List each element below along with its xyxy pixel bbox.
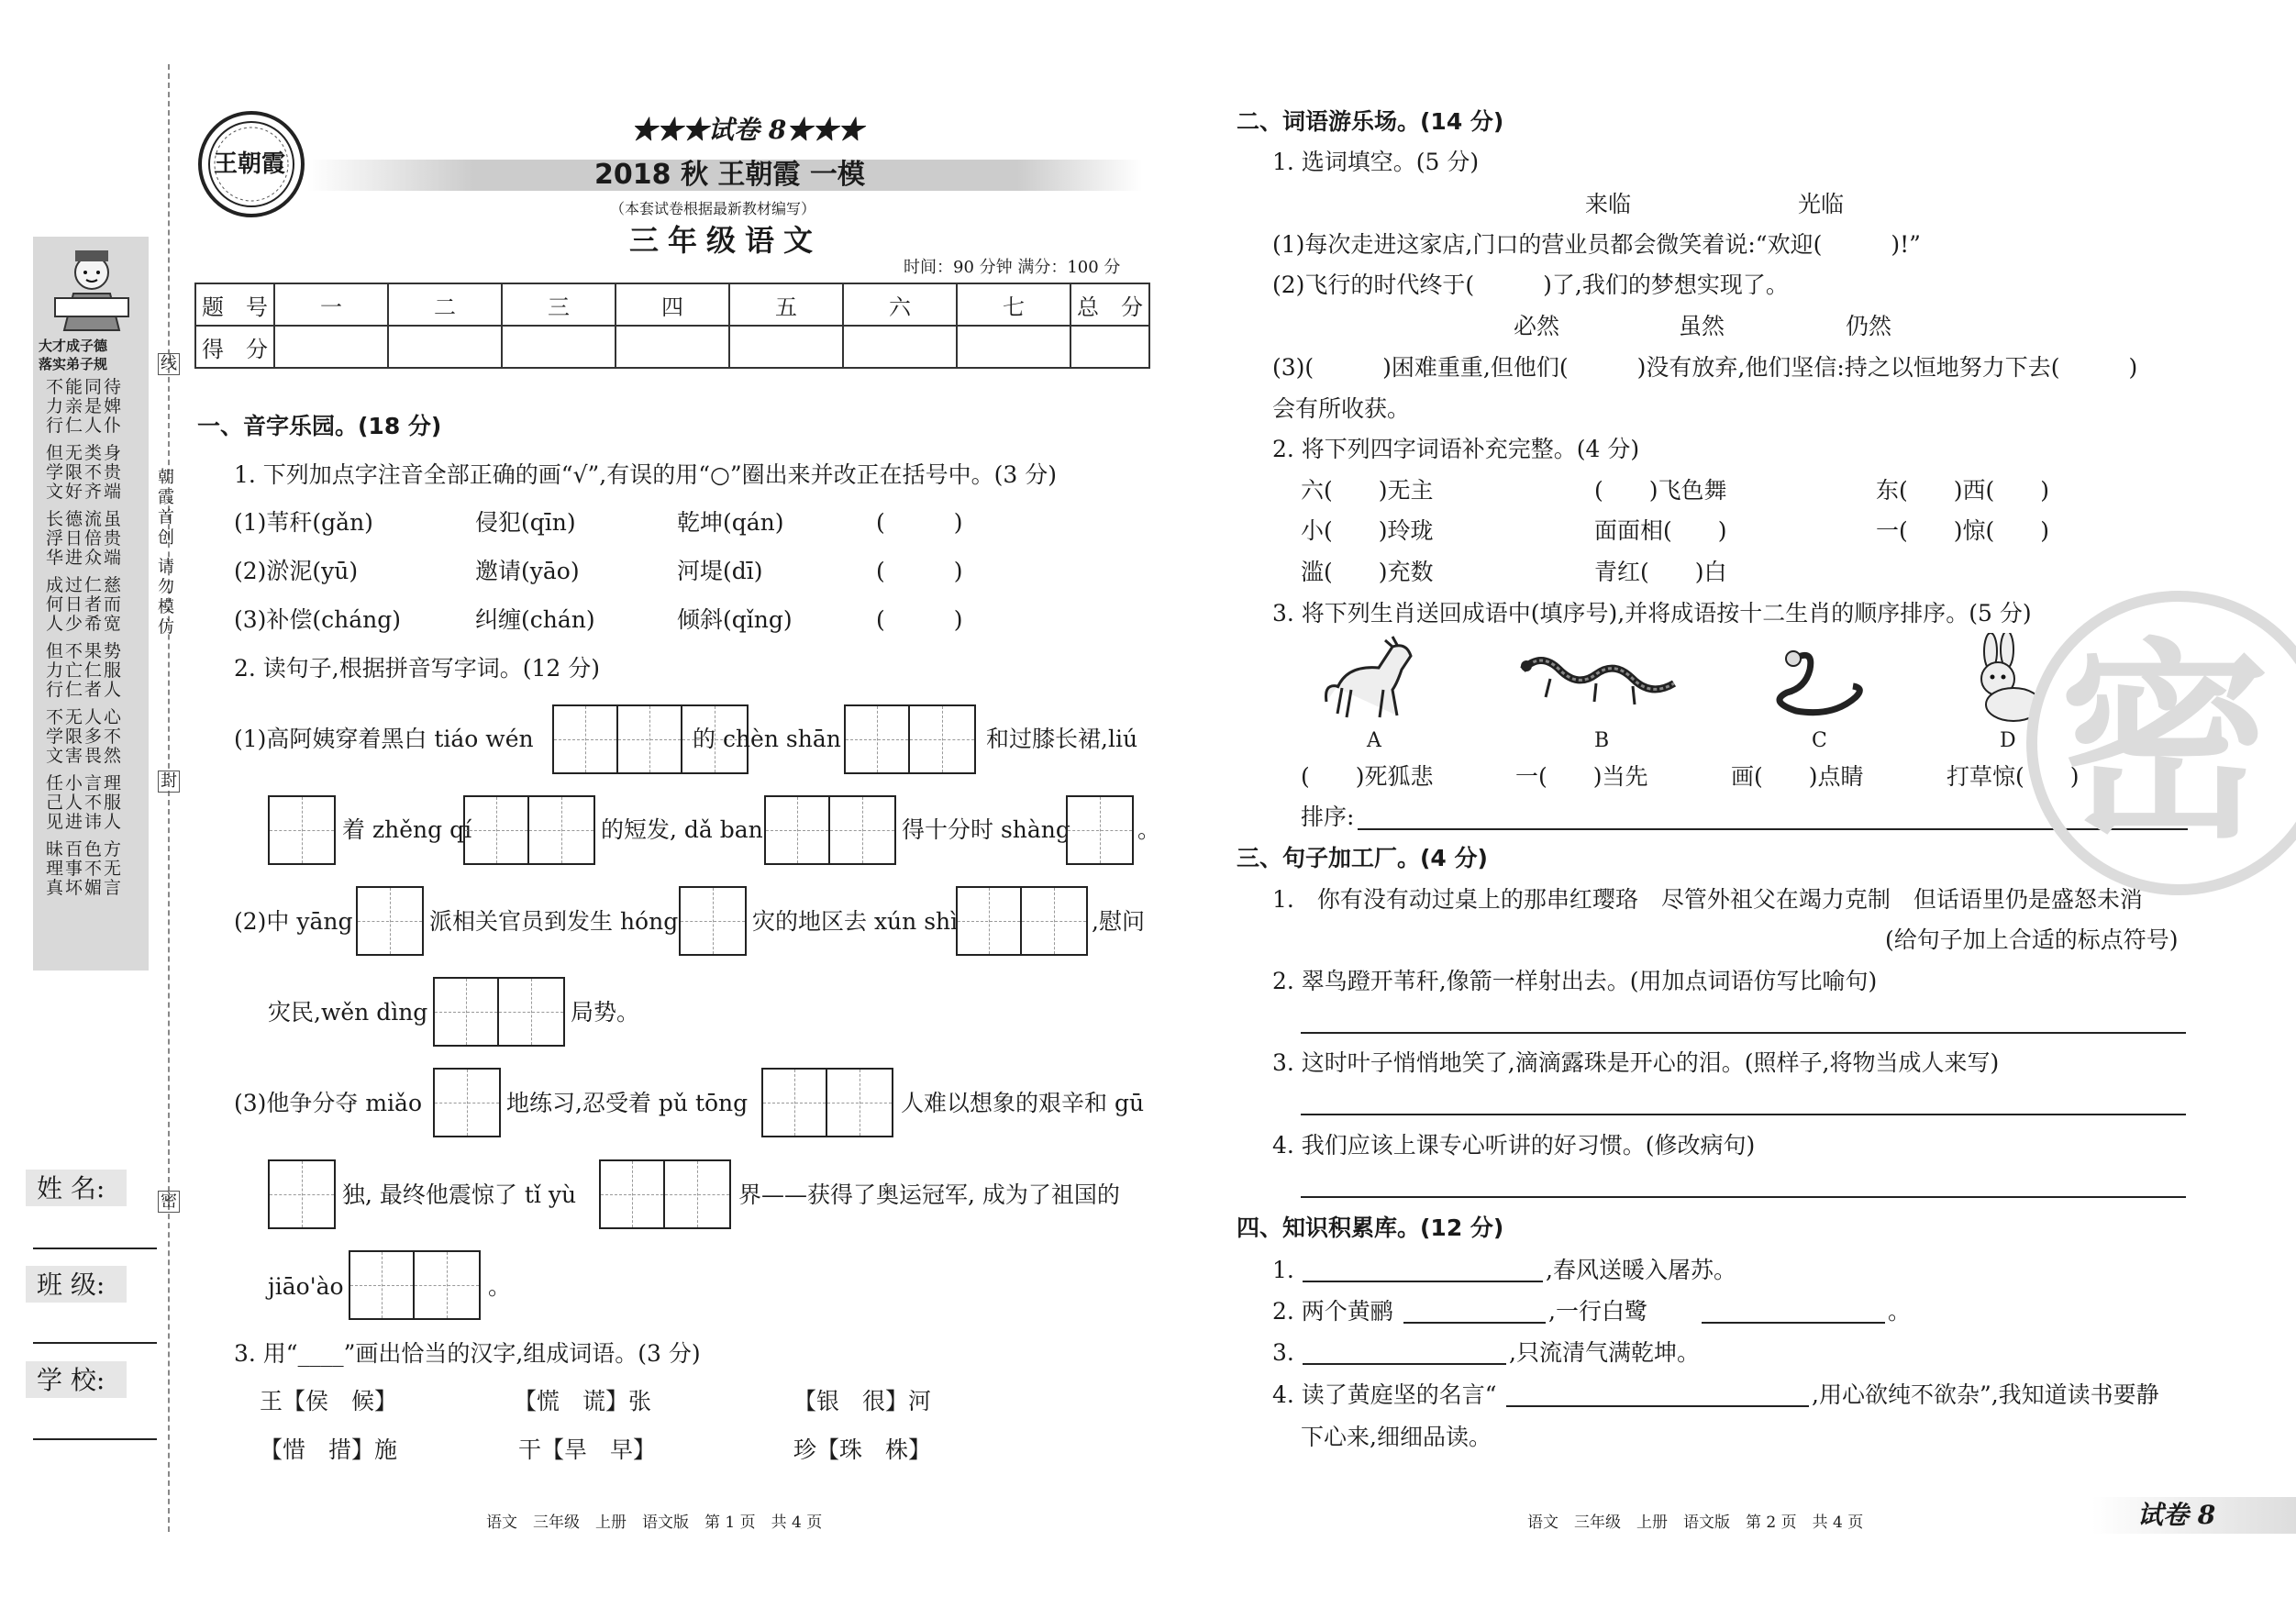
sidebar-poem <box>46 378 138 906</box>
s2-q2-item[interactable]: 青红( )白 <box>1594 559 1727 585</box>
stamp-text: 密 <box>2059 619 2271 867</box>
s1-q2-text: 局势。 <box>571 999 640 1026</box>
s3-q3: 3. 这时叶子悄悄地笑了,滴滴露珠是开心的泪。(照样子,将物当成人来写) <box>1272 1049 2000 1076</box>
s1-q2-text: 灾民,wěn dìng <box>268 999 428 1026</box>
s4-q1-blank[interactable] <box>1303 1281 1543 1282</box>
s1-q3-r2-c1[interactable]: 【惜 措】施 <box>260 1436 398 1463</box>
s1-q1-r2-answer[interactable]: ( ) <box>876 558 963 584</box>
footer-left: 语文 三年级 上册 语文版 第 1 页 共 4 页 <box>486 1514 823 1532</box>
s4-q2c: 。 <box>1888 1298 1912 1325</box>
s2-q2-item[interactable]: 滥( )充数 <box>1301 559 1434 585</box>
mascot-caption-1: 大才成子德 <box>39 338 108 354</box>
s1-q2-text: (1)高阿姨穿着黑白 tiáo wén <box>234 726 534 752</box>
class-label: 班 级: <box>37 1270 105 1300</box>
s2-q2-item[interactable]: 面面相( ) <box>1594 517 1727 544</box>
logo-text: 王朝霞 <box>214 150 286 178</box>
name-field[interactable] <box>33 1248 157 1249</box>
writing-grid[interactable] <box>433 977 565 1047</box>
subject-title: 三年级语文 <box>629 223 823 258</box>
score-cell[interactable] <box>957 326 1070 368</box>
s1-q2-text: 派相关官员到发生 hóng <box>429 908 679 935</box>
s1-q2-text: 独, 最终他震惊了 tǐ yù <box>342 1181 577 1208</box>
s3-q3-answer-line[interactable] <box>1301 1114 2186 1115</box>
s2-s1[interactable]: (1)每次走进这家店,门口的营业员都会微笑着说:“欢迎( )!” <box>1272 231 1921 258</box>
s1-q2-text: 得十分时 shàng <box>902 816 1070 843</box>
s3-q1-note: (给句子加上合适的标点符号) <box>1885 926 2179 953</box>
score-header-cell: 总 分 <box>1070 283 1149 326</box>
s1-q2-text: 着 zhěng qí <box>342 816 472 843</box>
poem-line: 但不果势力亡仁服行仁者人 <box>46 641 124 700</box>
s1-q2-text: 和过膝长裙,liú <box>986 726 1138 752</box>
s4-q1a: 1. <box>1272 1257 1294 1283</box>
s4-q4b: ,用心欲纯不欲杂”,我知道读书要静 <box>1812 1381 2159 1408</box>
writing-grid[interactable] <box>1066 795 1134 865</box>
s1-q1-r1-c3: 乾坤(qán) <box>677 509 784 536</box>
secret-stamp <box>2023 587 2296 899</box>
writing-grid[interactable] <box>679 886 747 956</box>
footer-right: 语文 三年级 上册 语文版 第 2 页 共 4 页 <box>1527 1514 1864 1532</box>
s3-q1: 1. 你有没有动过桌上的那串红璎珞 尽管外祖父在竭力克制 但话语里仍是盛怒未消 <box>1272 886 2143 913</box>
writing-grid[interactable] <box>433 1068 501 1137</box>
score-header-cell: 三 <box>502 283 616 326</box>
s2-idiom[interactable]: 一( )当先 <box>1515 763 1648 790</box>
writing-grid[interactable] <box>764 795 896 865</box>
s2-word: 光临 <box>1798 191 1845 217</box>
writing-grid[interactable] <box>356 886 424 956</box>
s1-q1-r3-c3: 倾斜(qǐng) <box>677 606 793 633</box>
score-row-label: 得 分 <box>195 326 274 368</box>
s2-word: 虽然 <box>1679 313 1725 339</box>
s2-q2-item[interactable]: 东( )西( ) <box>1876 477 2050 504</box>
s1-q2-text: 的 chèn shān <box>693 726 841 752</box>
s2-s3b: 会有所收获。 <box>1272 395 1411 422</box>
s4-q2b: ,一行白鹭 <box>1548 1298 1647 1325</box>
score-cell[interactable] <box>502 326 616 368</box>
mark-secret: 密 <box>158 1191 180 1213</box>
s1-q2-text: ,慰问 <box>1092 908 1145 935</box>
s1-q2-text: 。 <box>1137 816 1161 843</box>
writing-grid[interactable] <box>761 1068 893 1137</box>
s4-q1b: ,春风送暖入屠苏。 <box>1546 1257 1736 1283</box>
s1-q1-r3-c2: 纠缠(chán) <box>475 606 595 633</box>
s1-q2-text: (3)他争分夺 miǎo <box>234 1090 423 1116</box>
s2-q3: 3. 将下列生肖送回成语中(填序号),并将成语按十二生肖的顺序排序。(5 分) <box>1272 600 2032 627</box>
snake-image <box>1769 642 1869 720</box>
s3-q2: 2. 翠鸟蹬开苇秆,像箭一样射出去。(用加点词语仿写比喻句) <box>1272 968 1878 994</box>
s1-q2-text: 地练习,忍受着 pǔ tōng <box>506 1090 749 1116</box>
s1-q1: 1. 下列加点字注音全部正确的画“√”,有误的用“○”圈出来并改正在括号中。(3 分) <box>234 461 1057 488</box>
writing-grid[interactable] <box>268 1159 336 1229</box>
paper-tag: ★★★试卷 8★★★ <box>631 115 864 145</box>
poem-line: 昧百色方理事不无真坏媚言 <box>46 839 124 898</box>
animal-label: A <box>1367 729 1381 752</box>
dragon-image <box>1514 642 1679 715</box>
s1-q1-r2-c2: 邀请(yāo) <box>475 558 580 584</box>
s4-q3b: ,只流清气满乾坤。 <box>1509 1339 1700 1366</box>
mascot-image <box>46 243 138 335</box>
poem-line: 不无人心学限多不文害畏然 <box>46 707 124 766</box>
s3-q2-answer-line[interactable] <box>1301 1032 2186 1034</box>
section2-title: 二、词语游乐场。(14 分) <box>1237 108 1504 135</box>
s4-q3-blank[interactable] <box>1303 1363 1506 1365</box>
s1-q1-r3-c1: (3)补偿(cháng) <box>234 606 402 633</box>
s4-q4c: 下心来,细细品读。 <box>1301 1424 1492 1450</box>
s1-q3-r1-c3[interactable]: 【银 很】河 <box>793 1388 932 1414</box>
section4-title: 四、知识积累库。(12 分) <box>1237 1214 1504 1241</box>
score-header-cell: 四 <box>616 283 729 326</box>
s1-q3-r2-c3[interactable]: 珍【珠 株】 <box>793 1436 932 1463</box>
s4-q4-blank[interactable] <box>1506 1405 1809 1407</box>
score-header-cell: 二 <box>388 283 502 326</box>
s4-q2a: 2. 两个黄鹂 <box>1272 1298 1393 1325</box>
class-field[interactable] <box>33 1342 157 1344</box>
horse-image <box>1319 633 1425 725</box>
s2-idiom[interactable]: 画( )点睛 <box>1731 763 1864 790</box>
sidebar-vertical-note: 朝霞首创 请勿模仿 <box>155 468 174 638</box>
s1-q1-r1-answer[interactable]: ( ) <box>876 509 963 536</box>
s2-s3[interactable]: (3)( )困难重重,但他们( )没有放弃,他们坚信:持之以恒地努力下去( ) <box>1272 354 2138 381</box>
poem-line: 但无类身学限不贵文好齐端 <box>46 443 124 502</box>
s1-q1-r2-c1: (2)淤泥(yū) <box>234 558 359 584</box>
score-header-cell: 一 <box>274 283 388 326</box>
s2-q2-item[interactable]: 小( )玲珑 <box>1301 517 1434 544</box>
school-field[interactable] <box>33 1438 157 1440</box>
s2-word: 必然 <box>1514 313 1560 339</box>
s2-idiom[interactable]: ( )死狐悲 <box>1301 763 1434 790</box>
writing-grid[interactable] <box>844 704 976 774</box>
s1-q1-r1-c2: 侵犯(qīn) <box>475 509 576 536</box>
writing-grid[interactable] <box>599 1159 731 1229</box>
logo-badge <box>197 110 305 218</box>
cut-line <box>168 64 170 1532</box>
poem-line: 成过仁慈何日者而人少希宽 <box>46 575 124 634</box>
s1-q2: 2. 读句子,根据拼音写字词。(12 分) <box>234 655 601 682</box>
s1-q2-text: 灾的地区去 xún shì <box>752 908 959 935</box>
score-cell[interactable] <box>274 326 388 368</box>
s3-q4: 4. 我们应该上课专心听讲的好习惯。(修改病句) <box>1272 1132 1756 1159</box>
corner-tag: 试卷 8 <box>2137 1500 2216 1530</box>
score-cell[interactable] <box>388 326 502 368</box>
s1-q3-r2-c2[interactable]: 干【旱 早】 <box>518 1436 657 1463</box>
score-header-cell: 题 号 <box>195 283 274 326</box>
name-label: 姓 名: <box>37 1173 105 1203</box>
s2-q2: 2. 将下列四字词语补充完整。(4 分) <box>1272 436 1640 462</box>
section1-title: 一、音字乐园。(18 分) <box>197 413 442 439</box>
s2-s2[interactable]: (2)飞行的时代终于( )了,我们的梦想实现了。 <box>1272 272 1789 298</box>
poem-line: 任小言理己人不服见进讳人 <box>46 773 124 832</box>
s4-q2-blank-1[interactable] <box>1403 1322 1546 1324</box>
writing-grid[interactable] <box>268 795 336 865</box>
score-table <box>194 283 1150 369</box>
s2-q2-item[interactable]: ( )飞色舞 <box>1594 477 1727 504</box>
exam-subtitle: （本套试卷根据最新教材编写） <box>610 200 816 217</box>
exam-title: 2018 秋 王朝霞 一模 <box>594 159 865 191</box>
writing-grid[interactable] <box>349 1250 481 1320</box>
s2-q2-item[interactable]: 六( )无主 <box>1301 477 1434 504</box>
score-cell[interactable] <box>1070 326 1149 368</box>
score-cell[interactable] <box>616 326 729 368</box>
s1-q1-r2-c3: 河堤(dī) <box>677 558 763 584</box>
s2-order-label: 排序: <box>1301 804 1355 830</box>
writing-grid[interactable] <box>463 795 595 865</box>
s2-idiom[interactable]: 打草惊( ) <box>1947 763 2080 790</box>
s1-q2-text: 人难以想象的艰辛和 gū <box>901 1090 1145 1116</box>
animal-label: D <box>2000 729 2016 752</box>
score-header-cell: 七 <box>957 283 1070 326</box>
school-label: 学 校: <box>37 1365 105 1395</box>
poem-line: 长德流虽浮日倍贵华进众端 <box>46 509 124 568</box>
score-cell[interactable] <box>843 326 957 368</box>
s2-q1: 1. 选词填空。(5 分) <box>1272 149 1480 175</box>
mascot-caption-2: 落实弟子规 <box>39 356 108 372</box>
s3-q4-answer-line[interactable] <box>1301 1196 2186 1198</box>
s1-q1-r1-c1: (1)苇秆(gǎn) <box>234 509 373 536</box>
score-header-cell: 六 <box>843 283 957 326</box>
poem-line: 不能同待力亲是婢行仁人仆 <box>46 377 124 436</box>
s1-q2-text: 的短发, dǎ ban <box>601 816 763 843</box>
s4-q4a: 4. 读了黄庭坚的名言“ <box>1272 1381 1497 1408</box>
s1-q3: 3. 用“____”画出恰当的汉字,组成词语。(3 分) <box>234 1340 701 1367</box>
score-header-cell: 五 <box>729 283 843 326</box>
s1-q2-text: (2)中 yāng <box>234 908 353 935</box>
writing-grid[interactable] <box>956 886 1088 956</box>
s1-q2-text: jiāo'ào <box>268 1273 344 1300</box>
animal-label: B <box>1594 729 1610 752</box>
s4-q2-blank-2[interactable] <box>1702 1322 1885 1324</box>
s1-q2-text: 。 <box>488 1273 512 1300</box>
time-info: 时间：90 分钟 满分：100 分 <box>904 258 1121 277</box>
s2-q2-item[interactable]: 一( )惊( ) <box>1876 517 2050 544</box>
s2-word: 仍然 <box>1846 313 1892 339</box>
mark-seal: 封 <box>158 771 180 793</box>
s1-q2-text: 界——获得了奥运冠军, 成为了祖国的 <box>738 1181 1120 1208</box>
s1-q3-r1-c1[interactable]: 王【侯 候】 <box>260 1388 398 1414</box>
s1-q3-r1-c2[interactable]: 【慌 谎】张 <box>514 1388 652 1414</box>
section3-title: 三、句子加工厂。(4 分) <box>1237 845 1488 871</box>
mark-line: 线 <box>158 353 180 375</box>
score-cell[interactable] <box>729 326 843 368</box>
s4-q3a: 3. <box>1272 1339 1294 1366</box>
s1-q1-r3-answer[interactable]: ( ) <box>876 606 963 633</box>
s2-word: 来临 <box>1585 191 1632 217</box>
animal-label: C <box>1812 729 1827 752</box>
